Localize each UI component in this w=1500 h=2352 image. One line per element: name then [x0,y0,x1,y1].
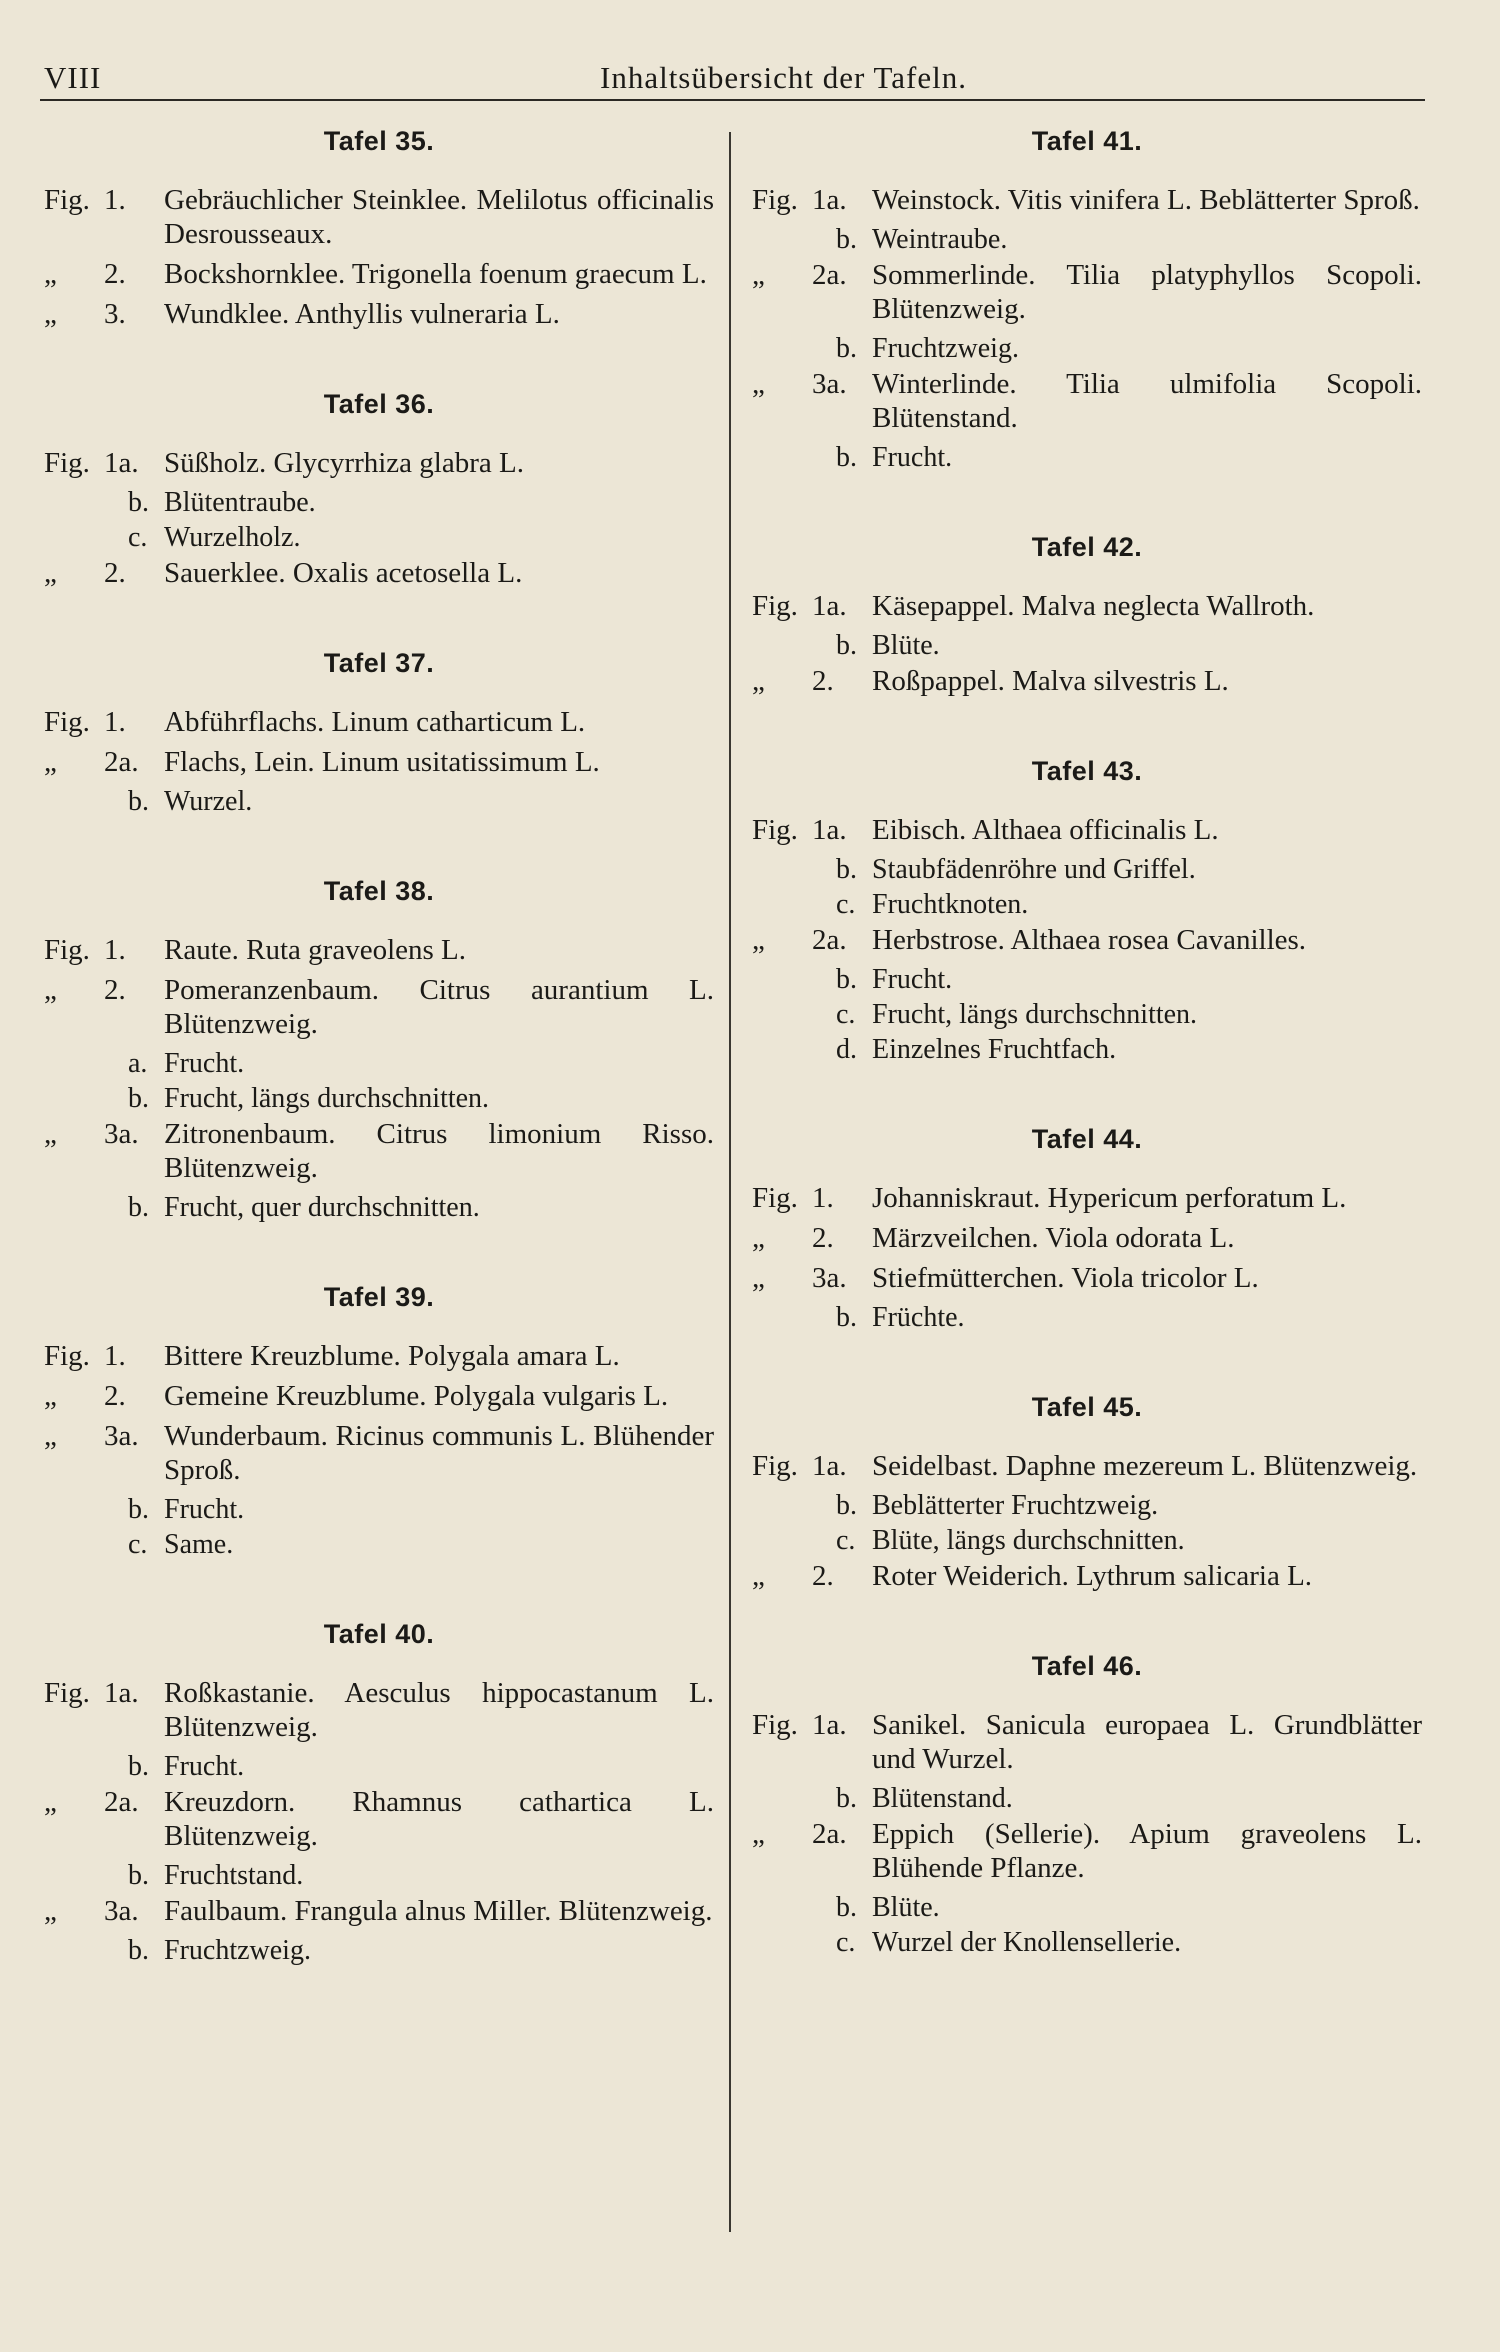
sub-entry [44,486,714,519]
figure-entry [44,1676,714,1744]
figure-label: 2. [812,1560,834,1592]
tafel-section [44,648,714,818]
header-rule [40,99,1425,101]
figure-entry [44,1379,714,1413]
figure-entry [44,933,714,967]
tafel-section [44,126,714,331]
sub-entry-label: b. [836,442,857,473]
figure-text: Kreuzdorn. Rhamnus cathartica L. Blütenzweig. [164,1786,714,1852]
sub-entry-text: Frucht, längs durchschnitten. [164,1083,490,1114]
figure-label: 3a. [812,1262,847,1294]
sub-entry-text: Blüte. [872,630,940,661]
sub-entry-label: b. [836,1892,857,1923]
sub-entry-text: Frucht. [872,964,953,995]
figure-entry [752,813,1422,847]
figure-prefix: Fig. [44,184,90,216]
figure-entry [752,1559,1422,1593]
figure-prefix: „ [752,1560,765,1592]
figure-label: 3a. [104,1420,139,1452]
sub-entry-text: Früchte. [872,1302,965,1333]
tafel-heading: Tafel 36. [323,389,435,419]
tafel-section [44,1619,714,1967]
figure-label: 1. [812,1182,834,1214]
sub-entry-label: b. [128,1935,149,1966]
sub-entry-text: Wurzelholz. [164,522,301,553]
sub-entry [752,1489,1422,1522]
figure-text: Gebräuchlicher Steinklee. Melilotus officinalis Desrousseaux. [164,184,714,250]
sub-entry-label: b. [128,1494,149,1525]
figure-text: Winterlinde. Tilia ulmifolia Scopoli. Blütenstand. [872,368,1422,434]
figure-label: 1a. [104,1677,139,1709]
figure-prefix: „ [752,1262,765,1294]
sub-entry-label: b. [128,1192,149,1223]
figure-text: Bockshornklee. Trigonella foenum graecum L. [164,258,707,290]
sub-entry-label: b. [836,630,857,661]
sub-entry-text: Fruchtstand. [164,1860,304,1891]
figure-label: 2a. [812,1818,847,1850]
figure-text: Zitronenbaum. Citrus limonium Risso. Blütenzweig. [164,1118,714,1184]
figure-text: Wunderbaum. Ricinus communis L. Blühender Sproß. [164,1420,714,1486]
figure-label: 1a. [812,1450,847,1482]
figure-text: Roter Weiderich. Lythrum salicaria L. [872,1560,1313,1592]
sub-entry-text: Wurzel. [164,786,253,817]
sub-entry-text: Frucht, längs durchschnitten. [872,999,1198,1030]
figure-prefix: Fig. [44,1340,90,1372]
figure-text: Johanniskraut. Hypericum perforatum L. [872,1182,1347,1214]
sub-entry [44,1082,714,1115]
figure-label: 3a. [104,1895,139,1927]
tafel-section [752,1124,1422,1334]
sub-entry [44,1047,714,1080]
sub-entry-label: c. [128,522,148,553]
sub-entry-text: Frucht. [164,1048,245,1079]
tafel-heading: Tafel 43. [1031,756,1143,786]
sub-entry-text: Blütentraube. [164,487,316,518]
figure-entry [44,556,714,590]
figure-text: Eppich (Sellerie). Apium graveolens L. Blühende Pflanze. [872,1818,1422,1884]
figure-entry [44,745,714,779]
running-title: Inhaltsübersicht der Tafeln. [600,60,968,95]
sub-entry-text: Same. [164,1529,234,1560]
right-column [752,126,1422,2017]
figure-prefix: Fig. [752,184,798,216]
sub-entry [44,1934,714,1967]
sub-entry [44,1528,714,1561]
sub-entry [752,441,1422,474]
figure-label: 2a. [812,259,847,291]
sub-entry-label: b. [128,1083,149,1114]
sub-entry-text: Einzelnes Fruchtfach. [872,1034,1117,1065]
sub-entry-text: Frucht, quer durchschnitten. [164,1192,480,1223]
sub-entry [44,785,714,818]
figure-entry [44,1339,714,1373]
sub-entry-text: Frucht. [872,442,953,473]
figure-entry [44,705,714,739]
tafel-section [752,756,1422,1066]
sub-entry [752,223,1422,256]
figure-entry [752,589,1422,623]
sub-entry-label: b. [836,1302,857,1333]
sub-entry [44,521,714,554]
figure-prefix: Fig. [44,706,90,738]
figure-label: 2. [812,1222,834,1254]
figure-entry [752,1181,1422,1215]
figure-prefix: „ [752,1222,765,1254]
sub-entry [752,963,1422,996]
sub-entry [752,888,1422,921]
sub-entry [752,1891,1422,1924]
tafel-heading: Tafel 44. [1031,1124,1143,1154]
sub-entry-text: Blüte, längs durchschnitten. [872,1525,1185,1556]
figure-label: 3a. [104,1118,139,1150]
figure-text: Faulbaum. Frangula alnus Miller. Blütenzweig. [164,1895,713,1927]
figure-text: Raute. Ruta graveolens L. [164,934,466,966]
figure-text: Roßpappel. Malva silvestris L. [872,665,1229,697]
tafel-heading: Tafel 39. [323,1282,435,1312]
sub-entry [752,1782,1422,1815]
sub-entry-label: b. [836,333,857,364]
figure-prefix: Fig. [752,1709,798,1741]
sub-entry-label: b. [836,1490,857,1521]
figure-label: 2. [104,557,126,589]
page-number: VIII [44,60,102,95]
figure-label: 1a. [812,590,847,622]
sub-entry-text: Blütenstand. [872,1783,1013,1814]
sub-entry-label: c. [836,889,856,920]
figure-entry [44,1419,714,1487]
figure-label: 1a. [104,447,139,479]
figure-prefix: „ [44,557,57,589]
figure-prefix: „ [752,259,765,291]
figure-prefix: Fig. [44,447,90,479]
figure-entry [752,1261,1422,1295]
figure-entry [752,367,1422,435]
sub-entry-text: Staubfädenröhre und Griffel. [872,854,1196,885]
figure-text: Stiefmütterchen. Viola tricolor L. [872,1262,1259,1294]
figure-prefix: „ [44,1895,57,1927]
figure-text: Wundklee. Anthyllis vulneraria L. [164,298,560,330]
figure-entry [44,1894,714,1928]
figure-label: 1. [104,184,126,216]
figure-label: 2. [812,665,834,697]
figure-prefix: „ [44,1786,57,1818]
sub-entry-label: c. [128,1529,148,1560]
sub-entry [44,1493,714,1526]
figure-entry [752,258,1422,326]
sub-entry-text: Frucht. [164,1751,245,1782]
tafel-section [44,876,714,1224]
figure-prefix: „ [44,1380,57,1412]
sub-entry-text: Blüte. [872,1892,940,1923]
figure-text: Märzveilchen. Viola odorata L. [872,1222,1235,1254]
sub-entry-label: b. [128,1751,149,1782]
figure-prefix: Fig. [44,1677,90,1709]
sub-entry [44,1191,714,1224]
figure-entry [44,297,714,331]
figure-label: 3a. [812,368,847,400]
figure-text: Abführflachs. Linum catharticum L. [164,706,586,738]
figure-label: 2. [104,974,126,1006]
sub-entry-text: Weintraube. [872,224,1008,255]
sub-entry [752,1926,1422,1959]
figure-label: 1. [104,934,126,966]
figure-text: Pomeranzenbaum. Citrus aurantium L. Blütenzweig. [164,974,714,1040]
figure-label: 1a. [812,1709,847,1741]
figure-prefix: „ [44,298,57,330]
figure-entry [752,1817,1422,1885]
sub-entry-label: a. [128,1048,148,1079]
figure-prefix: Fig. [752,814,798,846]
sub-entry [44,1750,714,1783]
sub-entry-label: b. [836,964,857,995]
tafel-section [44,1282,714,1561]
tafel-section [752,1651,1422,1959]
figure-prefix: „ [752,924,765,956]
sub-entry-label: b. [128,487,149,518]
figure-label: 1. [104,706,126,738]
sub-entry-label: b. [128,1860,149,1891]
sub-entry [752,998,1422,1031]
sub-entry-text: Fruchtzweig. [164,1935,311,1966]
sub-entry-label: c. [836,999,856,1030]
figure-entry [752,1708,1422,1776]
sub-entry [752,1524,1422,1557]
tafel-heading: Tafel 35. [323,126,435,156]
tafel-section [752,126,1422,474]
figure-prefix: Fig. [752,590,798,622]
tafel-section [44,389,714,590]
sub-entry-label: c. [836,1525,856,1556]
figure-entry [752,1221,1422,1255]
figure-text: Seidelbast. Daphne mezereum L. Blütenzweig. [872,1450,1418,1482]
page-header [40,60,1425,100]
figure-label: 2a. [104,1786,139,1818]
figure-label: 2. [104,1380,126,1412]
figure-text: Süßholz. Glycyrrhiza glabra L. [164,447,524,479]
figure-text: Gemeine Kreuzblume. Polygala vulgaris L. [164,1380,669,1412]
sub-entry [752,853,1422,886]
figure-label: 2a. [812,924,847,956]
sub-entry-text: Frucht. [164,1494,245,1525]
figure-prefix: „ [752,368,765,400]
figure-text: Sauerklee. Oxalis acetosella L. [164,557,523,589]
sub-entry-text: Beblätterter Fruchtzweig. [872,1490,1159,1521]
figure-prefix: „ [44,746,57,778]
figure-label: 3. [104,298,126,330]
sub-entry-label: c. [836,1927,856,1958]
figure-prefix: „ [752,665,765,697]
figure-text: Sommerlinde. Tilia platyphyllos Scopoli. Blütenzweig. [872,259,1422,325]
figure-prefix: „ [44,1118,57,1150]
figure-text: Flachs, Lein. Linum usitatissimum L. [164,746,600,778]
tafel-heading: Tafel 46. [1031,1651,1143,1681]
tafel-section [752,532,1422,698]
figure-text: Eibisch. Althaea officinalis L. [872,814,1219,846]
figure-label: 1a. [812,184,847,216]
sub-entry-text: Fruchtzweig. [872,333,1019,364]
tafel-heading: Tafel 42. [1031,532,1143,562]
figure-text: Roßkastanie. Aesculus hippocastanum L. Blütenzweig. [164,1677,714,1743]
figure-text: Käsepappel. Malva neglecta Wallroth. [872,590,1315,622]
figure-text: Weinstock. Vitis vinifera L. Beblätterter Sproß. [872,184,1420,216]
figure-entry [44,446,714,480]
tafel-heading: Tafel 45. [1031,1392,1143,1422]
tafel-section [752,1392,1422,1593]
figure-prefix: Fig. [44,934,90,966]
sub-entry-label: d. [836,1034,857,1065]
figure-prefix: Fig. [752,1450,798,1482]
tafel-heading: Tafel 38. [323,876,435,906]
sub-entry [752,629,1422,662]
sub-entry [752,1033,1422,1066]
figure-entry [44,1785,714,1853]
figure-label: 1a. [812,814,847,846]
figure-entry [44,183,714,251]
figure-entry [752,183,1422,217]
figure-label: 2. [104,258,126,290]
sub-entry [752,1301,1422,1334]
left-column [44,126,714,2025]
figure-text: Sanikel. Sanicula europaea L. Grundblätter und Wurzel. [872,1709,1422,1775]
sub-entry-label: b. [128,786,149,817]
sub-entry-label: b. [836,1783,857,1814]
figure-entry [44,1117,714,1185]
tafel-heading: Tafel 37. [323,648,435,678]
sub-entry [44,1859,714,1892]
figure-prefix: „ [44,974,57,1006]
figure-entry [44,973,714,1041]
figure-prefix: Fig. [752,1182,798,1214]
figure-prefix: „ [44,1420,57,1452]
column-divider [729,132,731,2232]
figure-entry [44,257,714,291]
tafel-heading: Tafel 40. [323,1619,435,1649]
sub-entry-text: Fruchtknoten. [872,889,1029,920]
tafel-heading: Tafel 41. [1031,126,1143,156]
sub-entry-label: b. [836,224,857,255]
figure-label: 1. [104,1340,126,1372]
sub-entry [752,332,1422,365]
figure-text: Herbstrose. Althaea rosea Cavanilles. [872,924,1307,956]
figure-label: 2a. [104,746,139,778]
figure-prefix: „ [44,258,57,290]
sub-entry-label: b. [836,854,857,885]
figure-entry [752,664,1422,698]
figure-text: Bittere Kreuzblume. Polygala amara L. [164,1340,620,1372]
figure-prefix: „ [752,1818,765,1850]
figure-entry [752,923,1422,957]
figure-entry [752,1449,1422,1483]
sub-entry-text: Wurzel der Knollensellerie. [872,1927,1182,1958]
